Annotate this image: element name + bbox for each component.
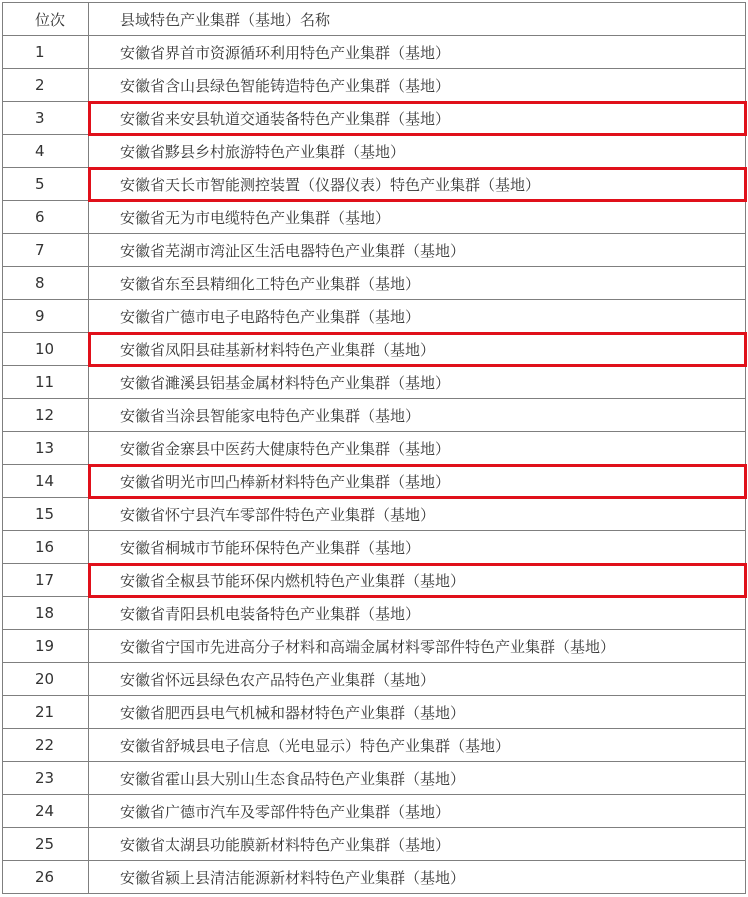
table-row [3, 366, 746, 399]
rank-cell: 4 [3, 135, 89, 168]
table-row [3, 762, 746, 795]
table-row [3, 135, 746, 168]
rank-cell: 7 [3, 234, 89, 267]
table-row [3, 861, 746, 894]
rank-cell: 25 [3, 828, 89, 861]
table-row [3, 597, 746, 630]
table-row [3, 498, 746, 531]
table-row-highlighted [3, 564, 746, 597]
name-cell: 安徽省怀远县绿色农产品特色产业集群（基地） [89, 663, 746, 696]
table-row [3, 432, 746, 465]
name-cell: 安徽省含山县绿色智能铸造特色产业集群（基地） [89, 69, 746, 102]
highlighted-name-cell: 安徽省凤阳县硅基新材料特色产业集群（基地） [89, 333, 746, 366]
table-row [3, 69, 746, 102]
table-row-highlighted [3, 168, 746, 201]
table-body [3, 36, 746, 894]
rank-column-header: 位次 [3, 3, 89, 36]
name-cell: 安徽省濉溪县铝基金属材料特色产业集群（基地） [89, 366, 746, 399]
name-cell: 安徽省霍山县大别山生态食品特色产业集群（基地） [89, 762, 746, 795]
rank-cell: 22 [3, 729, 89, 762]
rank-cell: 10 [3, 333, 89, 366]
rank-cell: 6 [3, 201, 89, 234]
table-row [3, 729, 746, 762]
ranking-table-container [2, 2, 746, 894]
name-column-header: 县域特色产业集群（基地）名称 [89, 3, 746, 36]
name-cell: 安徽省广德市汽车及零部件特色产业集群（基地） [89, 795, 746, 828]
rank-cell: 24 [3, 795, 89, 828]
highlighted-name-cell: 安徽省明光市凹凸棒新材料特色产业集群（基地） [89, 465, 746, 498]
table-row [3, 630, 746, 663]
table-row-highlighted [3, 465, 746, 498]
name-cell: 安徽省黟县乡村旅游特色产业集群（基地） [89, 135, 746, 168]
rank-cell: 14 [3, 465, 89, 498]
table-row [3, 663, 746, 696]
table-row [3, 696, 746, 729]
table-row [3, 399, 746, 432]
highlighted-name-cell: 安徽省来安县轨道交通装备特色产业集群（基地） [89, 102, 746, 135]
table-row-highlighted [3, 102, 746, 135]
rank-cell: 12 [3, 399, 89, 432]
name-cell: 安徽省界首市资源循环利用特色产业集群（基地） [89, 36, 746, 69]
rank-cell: 3 [3, 102, 89, 135]
name-cell: 安徽省芜湖市湾沚区生活电器特色产业集群（基地） [89, 234, 746, 267]
name-cell: 安徽省东至县精细化工特色产业集群（基地） [89, 267, 746, 300]
table-header-row [3, 3, 746, 36]
rank-cell: 21 [3, 696, 89, 729]
name-cell: 安徽省当涂县智能家电特色产业集群（基地） [89, 399, 746, 432]
rank-cell: 5 [3, 168, 89, 201]
name-cell: 安徽省无为市电缆特色产业集群（基地） [89, 201, 746, 234]
rank-cell: 23 [3, 762, 89, 795]
table-row [3, 828, 746, 861]
name-cell: 安徽省桐城市节能环保特色产业集群（基地） [89, 531, 746, 564]
rank-cell: 1 [3, 36, 89, 69]
name-cell: 安徽省青阳县机电装备特色产业集群（基地） [89, 597, 746, 630]
rank-cell: 15 [3, 498, 89, 531]
name-cell: 安徽省宁国市先进高分子材料和高端金属材料零部件特色产业集群（基地） [89, 630, 746, 663]
name-cell: 安徽省广德市电子电路特色产业集群（基地） [89, 300, 746, 333]
highlighted-name-cell: 安徽省天长市智能测控装置（仪器仪表）特色产业集群（基地） [89, 168, 746, 201]
rank-cell: 11 [3, 366, 89, 399]
name-cell: 安徽省怀宁县汽车零部件特色产业集群（基地） [89, 498, 746, 531]
rank-cell: 19 [3, 630, 89, 663]
table-row [3, 795, 746, 828]
rank-cell: 17 [3, 564, 89, 597]
table-row [3, 234, 746, 267]
rank-cell: 13 [3, 432, 89, 465]
name-cell: 安徽省金寨县中医药大健康特色产业集群（基地） [89, 432, 746, 465]
table-row [3, 531, 746, 564]
table-row [3, 36, 746, 69]
rank-cell: 20 [3, 663, 89, 696]
name-cell: 安徽省颍上县清洁能源新材料特色产业集群（基地） [89, 861, 746, 894]
rank-cell: 26 [3, 861, 89, 894]
rank-cell: 9 [3, 300, 89, 333]
rank-cell: 16 [3, 531, 89, 564]
table-row [3, 267, 746, 300]
name-cell: 安徽省肥西县电气机械和器材特色产业集群（基地） [89, 696, 746, 729]
ranking-table [2, 2, 746, 894]
name-cell: 安徽省太湖县功能膜新材料特色产业集群（基地） [89, 828, 746, 861]
name-cell: 安徽省舒城县电子信息（光电显示）特色产业集群（基地） [89, 729, 746, 762]
highlighted-name-cell: 安徽省全椒县节能环保内燃机特色产业集群（基地） [89, 564, 746, 597]
rank-cell: 2 [3, 69, 89, 102]
table-row-highlighted [3, 333, 746, 366]
table-row [3, 201, 746, 234]
rank-cell: 18 [3, 597, 89, 630]
table-row [3, 300, 746, 333]
rank-cell: 8 [3, 267, 89, 300]
